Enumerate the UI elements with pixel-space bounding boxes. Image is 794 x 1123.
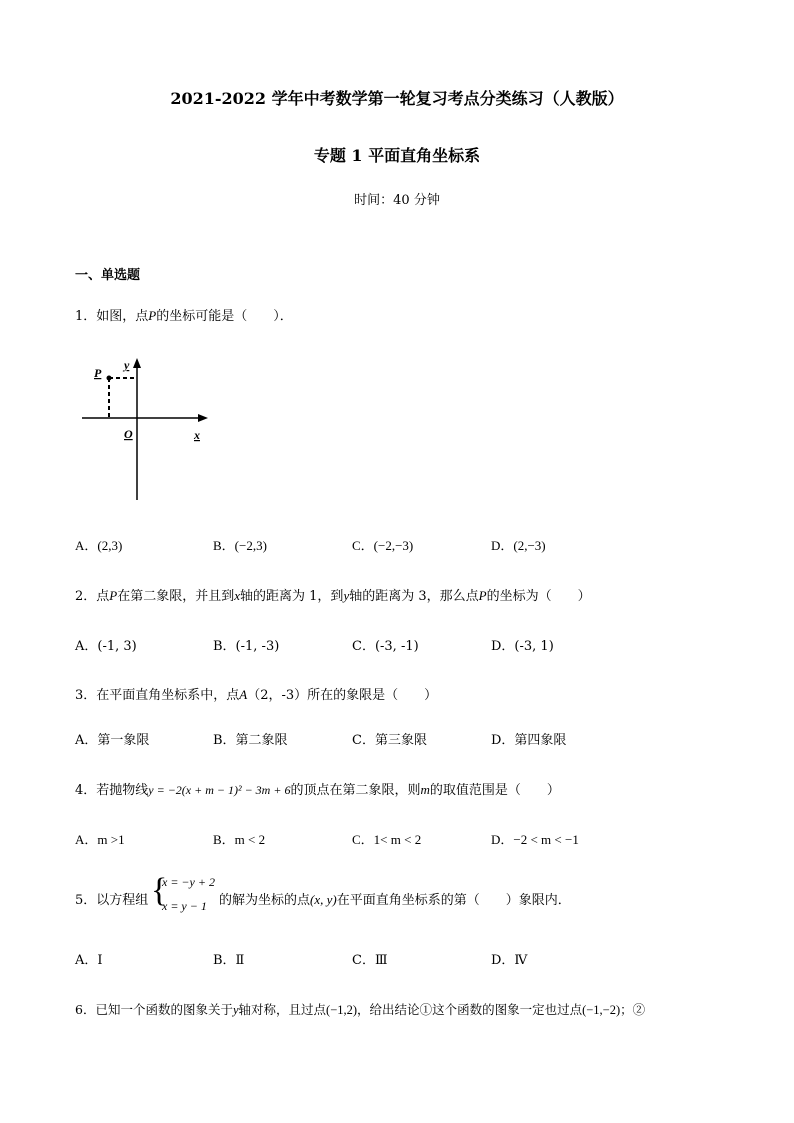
q2-option-c[interactable]: C．(-3, -1) bbox=[352, 639, 419, 654]
q1-option-b[interactable]: B．(−2,3) bbox=[213, 538, 267, 553]
q1-text-a: 1．如图，点 bbox=[75, 309, 149, 324]
q3-text-b: （2，-3）所在的象限是（ ） bbox=[247, 688, 438, 703]
label-origin: O bbox=[124, 427, 133, 441]
q2-var-p: P bbox=[109, 588, 118, 603]
y-axis-arrow-icon bbox=[133, 358, 141, 368]
q4-option-c[interactable]: C．1< m < 2 bbox=[352, 832, 422, 847]
q2-text-a: 2．点 bbox=[75, 589, 110, 604]
q6-var-y: y bbox=[232, 1003, 239, 1017]
q5-option-a[interactable]: A．Ⅰ bbox=[75, 953, 103, 968]
q6-text-b: 轴对称，且过点 bbox=[238, 1002, 327, 1017]
document-title: 2021-2022 学年中考数学第一轮复习考点分类练习（人教版） bbox=[170, 89, 624, 108]
question-3 bbox=[75, 684, 437, 703]
q6-circled-1: ① bbox=[419, 1002, 433, 1017]
q2-var-p2: P bbox=[478, 588, 487, 603]
q2-text-b: 在第二象限，并且到 bbox=[117, 589, 235, 604]
q2-text-d: 轴的距离为 3，那么点 bbox=[349, 589, 479, 604]
q3-option-c[interactable]: C．第三象限 bbox=[352, 733, 427, 748]
q1-option-a[interactable]: A．(2,3) bbox=[75, 538, 123, 553]
label-p: P bbox=[94, 366, 102, 380]
q5-point: (x, y) bbox=[310, 892, 337, 907]
time-limit: 时间：40 分钟 bbox=[354, 193, 440, 208]
q5-eq1: x = −y + 2 bbox=[162, 875, 215, 889]
question-5-rest bbox=[219, 889, 571, 908]
q5-text-b: 的解为坐标的点 bbox=[219, 893, 311, 908]
q2-option-d[interactable]: D．(-3, 1) bbox=[491, 639, 554, 654]
q3-option-a[interactable]: A．第一象限 bbox=[75, 733, 150, 748]
q3-var-a: A bbox=[239, 687, 248, 702]
question-6 bbox=[75, 1000, 645, 1018]
q3-option-d[interactable]: D．第四象限 bbox=[491, 733, 567, 748]
q2-var-y: y bbox=[343, 588, 350, 603]
point-p-dot bbox=[107, 376, 112, 381]
q6-text-c: ，给出结论 bbox=[357, 1002, 420, 1017]
q6-point-2: (−1,−2) bbox=[582, 1003, 621, 1017]
q4-option-b[interactable]: B．m < 2 bbox=[213, 832, 266, 847]
section-heading-single-choice: 一、单选题 bbox=[75, 268, 141, 283]
question-4 bbox=[75, 779, 560, 798]
q3-text-a: 3．在平面直角坐标系中，点 bbox=[75, 688, 240, 703]
q2-option-b[interactable]: B．(-1, -3) bbox=[213, 639, 280, 654]
q6-text-a: 6．已知一个函数的图象关于 bbox=[75, 1002, 233, 1017]
q6-point-1: (−1,2) bbox=[326, 1003, 358, 1017]
q4-formula: y = −2(x + m − 1)² − 3m + 6 bbox=[148, 783, 291, 797]
q5-text-c: 在平面直角坐标系的第（ ）象限内． bbox=[336, 893, 571, 908]
question-2 bbox=[75, 585, 591, 604]
q3-option-b[interactable]: B．第二象限 bbox=[213, 733, 288, 748]
q4-var-m: m bbox=[420, 782, 430, 797]
q2-text-c: 轴的距离为 1，到 bbox=[240, 589, 344, 604]
q6-text-d: 这个函数的图象一定也过点 bbox=[432, 1002, 583, 1017]
q1-var-p: P bbox=[148, 308, 157, 323]
q1-option-d[interactable]: D．(2,−3) bbox=[491, 538, 546, 553]
q2-option-a[interactable]: A．(-1, 3) bbox=[75, 639, 137, 654]
q6-circled-2: ② bbox=[632, 1002, 646, 1017]
question-1 bbox=[75, 305, 293, 324]
q2-var-x: x bbox=[234, 588, 241, 603]
label-y: y bbox=[124, 358, 130, 372]
label-x: x bbox=[194, 428, 200, 442]
q4-text-c: 的取值范围是（ ） bbox=[429, 783, 560, 798]
document-subtitle: 专题 1 平面直角坐标系 bbox=[313, 146, 481, 165]
q1-text-b: 的坐标可能是（ ）． bbox=[156, 309, 293, 324]
q5-eq2: x = y − 1 bbox=[162, 899, 207, 913]
coordinate-figure bbox=[78, 352, 218, 504]
q4-text-b: 的顶点在第二象限，则 bbox=[290, 783, 421, 798]
q4-option-d[interactable]: D．−2 < m < −1 bbox=[491, 832, 579, 847]
q6-text-e: ； bbox=[620, 1002, 633, 1017]
q1-option-c[interactable]: C．(−2,−3) bbox=[352, 538, 414, 553]
q4-option-a[interactable]: A．m >1 bbox=[75, 832, 125, 847]
x-axis-arrow-icon bbox=[198, 414, 208, 422]
q5-brace: { bbox=[151, 872, 168, 909]
q5-option-c[interactable]: C．Ⅲ bbox=[352, 953, 388, 968]
q4-text-a: 4．若抛物线 bbox=[75, 783, 149, 798]
q5-option-b[interactable]: B．Ⅱ bbox=[213, 953, 245, 968]
q5-text-a: 5．以方程组 bbox=[75, 893, 149, 908]
q5-option-d[interactable]: D．Ⅳ bbox=[491, 953, 528, 968]
q2-text-e: 的坐标为（ ） bbox=[486, 589, 591, 604]
